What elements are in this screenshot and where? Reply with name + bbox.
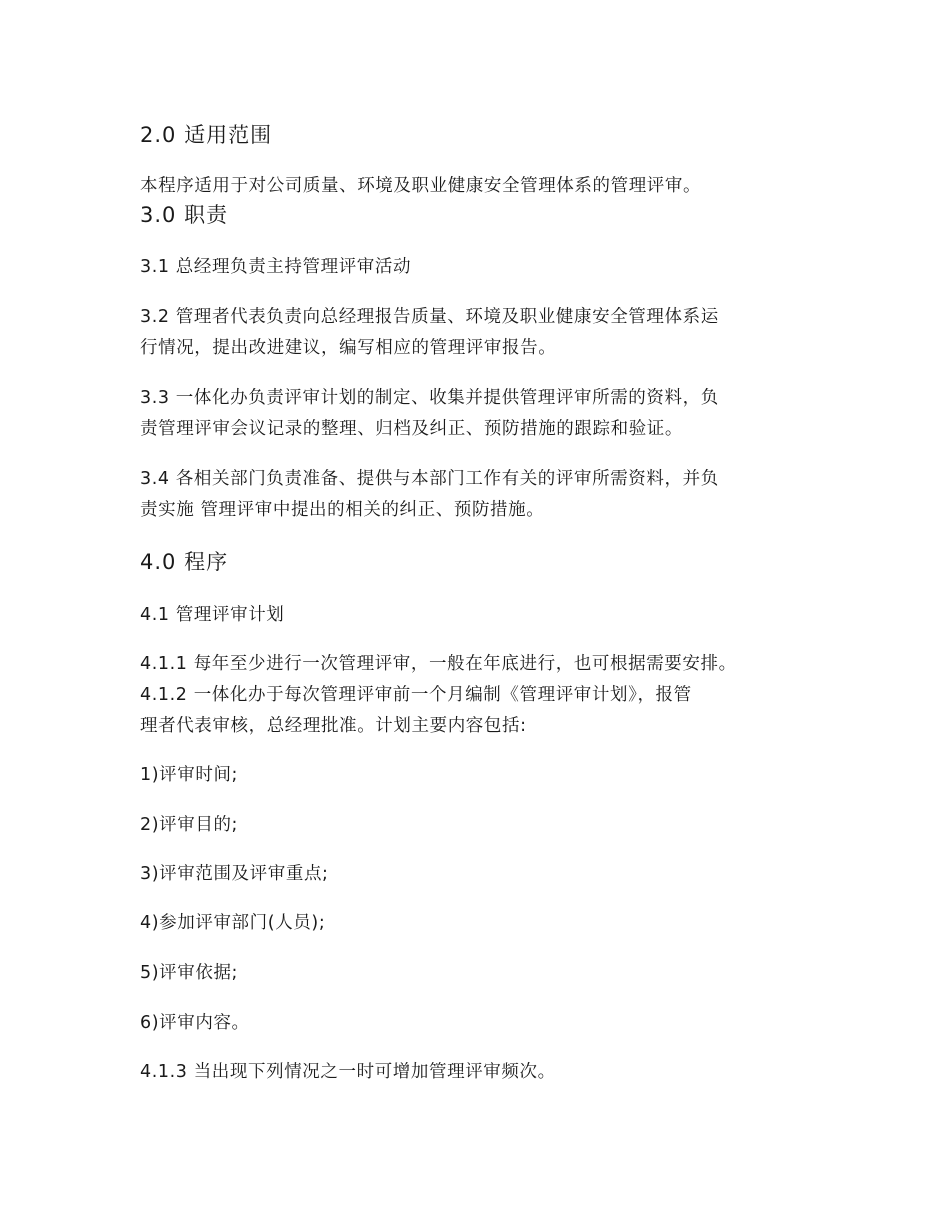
paragraph-3-1: 3.1 总经理负责主持管理评审活动 [140,257,412,277]
scope-paragraph: 本程序适用于对公司质量、环境及职业健康安全管理体系的管理评审。 [140,176,702,196]
list-item: 6)评审内容。 [140,1013,250,1033]
paragraph-4-1-2-line-2: 理者代表审核，总经理批准。计划主要内容包括: [140,716,527,736]
paragraph-3-3-line-1: 3.3 一体化办负责评审计划的制定、收集并提供管理评审所需的资料，负 [140,388,719,408]
list-item: 3)评审范围及评审重点; [140,864,329,884]
section-heading-responsibilities: 3.0 职责 [140,203,229,227]
paragraph-4-1-2-line-1: 4.1.2 一体化办于每次管理评审前一个月编制《管理评审计划》，报管 [140,685,692,705]
paragraph-4-1-1: 4.1.1 每年至少进行一次管理评审，一般在年底进行，也可根据需要安排。 [140,654,737,674]
paragraph-4-1: 4.1 管理评审计划 [140,605,285,625]
list-item: 1)评审时间; [140,765,239,785]
section-heading-procedure: 4.0 程序 [140,550,229,574]
list-item: 5)评审依据; [140,963,239,983]
list-item: 4)参加评审部门(人员); [140,913,326,933]
list-item: 2)评审目的; [140,815,239,835]
paragraph-4-1-3: 4.1.3 当出现下列情况之一时可增加管理评审频次。 [140,1062,556,1082]
paragraph-3-4-line-1: 3.4 各相关部门负责准备、提供与本部门工作有关的评审所需资料，并负 [140,469,719,489]
paragraph-3-2-line-2: 行情况，提出改进建议，编写相应的管理评审报告。 [140,338,557,358]
paragraph-3-2-line-1: 3.2 管理者代表负责向总经理报告质量、环境及职业健康安全管理体系运 [140,307,719,327]
paragraph-3-3-line-2: 责管理评审会议记录的整理、归档及纠正、预防措施的跟踪和验证。 [140,419,683,439]
paragraph-3-4-line-2: 责实施 管理评审中提出的相关的纠正、预防措施。 [140,500,545,520]
section-heading-scope: 2.0 适用范围 [140,123,273,147]
